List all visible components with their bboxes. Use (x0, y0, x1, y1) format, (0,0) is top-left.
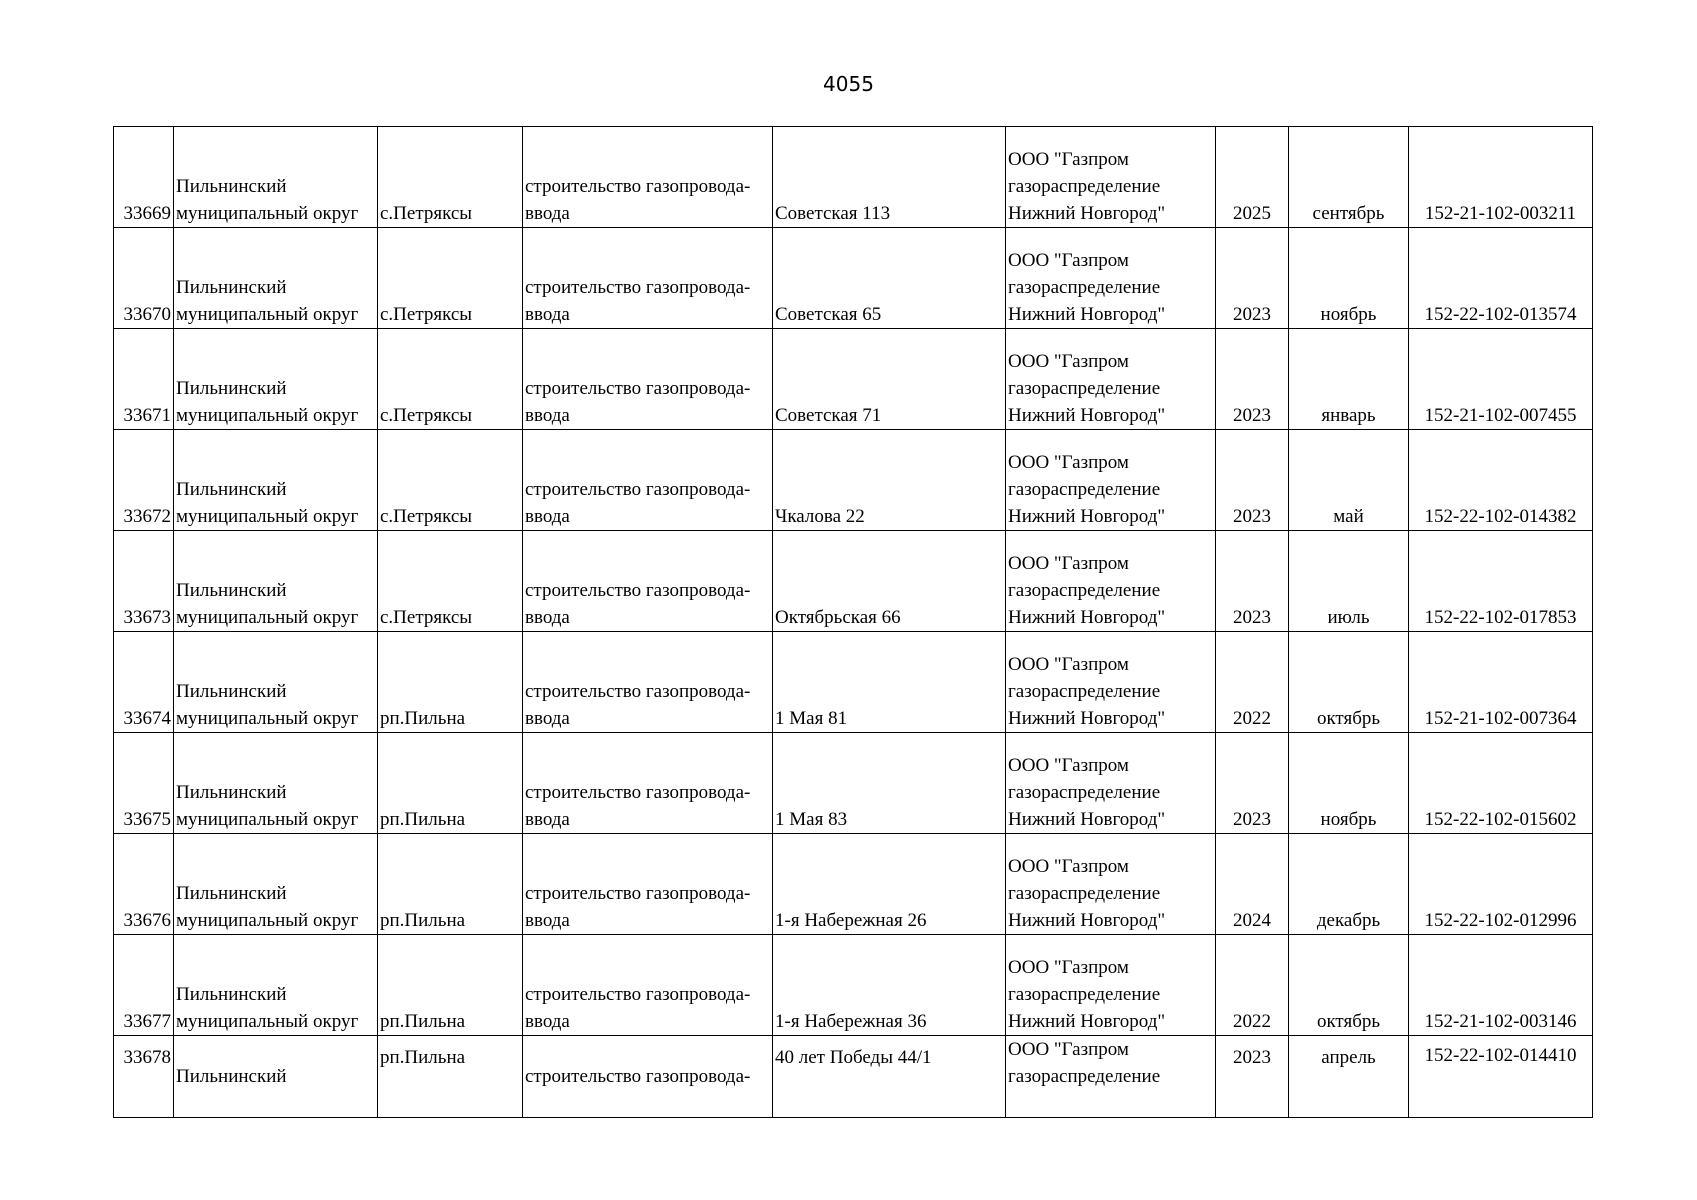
work-line-2: ввода (525, 405, 570, 426)
month-cell: ноябрь (1289, 733, 1409, 834)
org-line-1: ООО "Газпром (1008, 351, 1129, 372)
registry-table (113, 126, 1593, 1118)
year-cell: 2023 (1216, 1036, 1289, 1118)
district-line-1: Пильнинский (176, 176, 287, 197)
street-cell: Советская 65 (773, 228, 1006, 329)
month-cell: июль (1289, 531, 1409, 632)
org-line-2: газораспределение (1008, 1066, 1161, 1087)
code-cell: 152-22-102-015602 (1409, 733, 1593, 834)
org-line-3: Нижний Новгород" (1008, 203, 1166, 224)
org-cell (1006, 228, 1216, 329)
village-cell: с.Петряксы (378, 531, 523, 632)
work-cell (523, 935, 773, 1036)
district-cell (174, 632, 378, 733)
village-cell: с.Петряксы (378, 430, 523, 531)
district-cell (174, 1036, 378, 1118)
district-line-1: Пильнинский (176, 984, 287, 1005)
district-cell (174, 430, 378, 531)
row-number: 33670 (114, 228, 174, 329)
month-cell: сентябрь (1289, 127, 1409, 228)
work-line: строительство газопровода- (525, 1066, 751, 1087)
village-cell: с.Петряксы (378, 228, 523, 329)
org-line-2: газораспределение (1008, 883, 1161, 904)
work-line-2: ввода (525, 809, 570, 830)
org-line-1: ООО "Газпром (1008, 755, 1129, 776)
work-line-2: ввода (525, 506, 570, 527)
code-cell: 152-21-102-003146 (1409, 935, 1593, 1036)
district-cell (174, 228, 378, 329)
district-line-2: муниципальный округ (176, 304, 359, 325)
work-cell (523, 1036, 773, 1118)
street-cell: Советская 113 (773, 127, 1006, 228)
district-cell (174, 127, 378, 228)
table-body (114, 127, 1593, 1118)
org-line-2: газораспределение (1008, 782, 1161, 803)
org-line-3: Нижний Новгород" (1008, 910, 1166, 931)
district-line-1: Пильнинский (176, 883, 287, 904)
table-row (114, 127, 1593, 228)
village-cell: рп.Пильна (378, 733, 523, 834)
street-cell: Советская 71 (773, 329, 1006, 430)
village-cell: рп.Пильна (378, 834, 523, 935)
work-line-2: ввода (525, 708, 570, 729)
org-line-1: ООО "Газпром (1008, 957, 1129, 978)
district-line: Пильнинский (176, 1066, 287, 1087)
street-cell: 1-я Набережная 26 (773, 834, 1006, 935)
table-row (114, 329, 1593, 430)
month-cell: октябрь (1289, 632, 1409, 733)
street-cell: Чкалова 22 (773, 430, 1006, 531)
district-line-1: Пильнинский (176, 479, 287, 500)
district-line-2: муниципальный округ (176, 405, 359, 426)
code-cell: 152-22-102-017853 (1409, 531, 1593, 632)
code-cell: 152-21-102-007364 (1409, 632, 1593, 733)
code-cell: 152-22-102-012996 (1409, 834, 1593, 935)
district-line-1: Пильнинский (176, 782, 287, 803)
row-number: 33673 (114, 531, 174, 632)
work-line-1: строительство газопровода- (525, 681, 751, 702)
org-cell (1006, 632, 1216, 733)
street-cell: Октябрьская 66 (773, 531, 1006, 632)
org-line-2: газораспределение (1008, 479, 1161, 500)
work-cell (523, 127, 773, 228)
org-line-3: Нижний Новгород" (1008, 304, 1166, 325)
work-line-1: строительство газопровода- (525, 984, 751, 1005)
district-cell (174, 329, 378, 430)
month-cell: январь (1289, 329, 1409, 430)
table-row (114, 531, 1593, 632)
org-line-1: ООО "Газпром (1008, 1039, 1129, 1060)
row-number: 33671 (114, 329, 174, 430)
org-line-2: газораспределение (1008, 984, 1161, 1005)
district-line-1: Пильнинский (176, 277, 287, 298)
org-line-3: Нижний Новгород" (1008, 607, 1166, 628)
work-cell (523, 834, 773, 935)
work-cell (523, 733, 773, 834)
year-cell: 2025 (1216, 127, 1289, 228)
org-line-3: Нижний Новгород" (1008, 809, 1166, 830)
row-number: 33678 (114, 1036, 174, 1118)
district-cell (174, 531, 378, 632)
district-cell (174, 834, 378, 935)
district-cell (174, 935, 378, 1036)
work-cell (523, 228, 773, 329)
org-cell (1006, 834, 1216, 935)
year-cell: 2023 (1216, 228, 1289, 329)
row-number: 33672 (114, 430, 174, 531)
row-number: 33676 (114, 834, 174, 935)
table-row (114, 632, 1593, 733)
row-number: 33669 (114, 127, 174, 228)
village-cell: рп.Пильна (378, 632, 523, 733)
org-line-1: ООО "Газпром (1008, 452, 1129, 473)
work-line-2: ввода (525, 304, 570, 325)
work-line-2: ввода (525, 1011, 570, 1032)
year-cell: 2023 (1216, 531, 1289, 632)
month-cell: май (1289, 430, 1409, 531)
code-cell: 152-21-102-003211 (1409, 127, 1593, 228)
org-line-2: газораспределение (1008, 176, 1161, 197)
district-cell (174, 733, 378, 834)
street-cell: 1 Мая 83 (773, 733, 1006, 834)
work-line-1: строительство газопровода- (525, 883, 751, 904)
work-cell (523, 531, 773, 632)
month-cell: октябрь (1289, 935, 1409, 1036)
code-cell: 152-22-102-013574 (1409, 228, 1593, 329)
org-line-2: газораспределение (1008, 580, 1161, 601)
month-cell: ноябрь (1289, 228, 1409, 329)
work-cell (523, 632, 773, 733)
work-line-1: строительство газопровода- (525, 782, 751, 803)
district-line-2: муниципальный округ (176, 506, 359, 527)
org-line-1: ООО "Газпром (1008, 149, 1129, 170)
village-cell: рп.Пильна (378, 1036, 523, 1118)
page-number: 4055 (823, 72, 874, 96)
org-cell (1006, 430, 1216, 531)
table-row (114, 228, 1593, 329)
row-number: 33674 (114, 632, 174, 733)
work-line-1: строительство газопровода- (525, 580, 751, 601)
code-cell: 152-22-102-014382 (1409, 430, 1593, 531)
street-cell: 40 лет Победы 44/1 (773, 1036, 1006, 1118)
work-line-2: ввода (525, 607, 570, 628)
district-line-1: Пильнинский (176, 580, 287, 601)
org-cell (1006, 127, 1216, 228)
district-line-1: Пильнинский (176, 378, 287, 399)
work-line-1: строительство газопровода- (525, 479, 751, 500)
village-cell: рп.Пильна (378, 935, 523, 1036)
table-row (114, 430, 1593, 531)
code-cell: 152-22-102-014410 (1409, 1036, 1593, 1118)
street-cell: 1 Мая 81 (773, 632, 1006, 733)
work-line-1: строительство газопровода- (525, 378, 751, 399)
village-cell: с.Петряксы (378, 127, 523, 228)
org-line-1: ООО "Газпром (1008, 250, 1129, 271)
year-cell: 2023 (1216, 329, 1289, 430)
table-row (114, 834, 1593, 935)
row-number: 33675 (114, 733, 174, 834)
org-cell (1006, 733, 1216, 834)
month-cell: апрель (1289, 1036, 1409, 1118)
org-line-1: ООО "Газпром (1008, 856, 1129, 877)
district-line-2: муниципальный округ (176, 708, 359, 729)
month-cell: декабрь (1289, 834, 1409, 935)
org-cell (1006, 531, 1216, 632)
table-row (114, 935, 1593, 1036)
org-line-3: Нижний Новгород" (1008, 708, 1166, 729)
work-cell (523, 430, 773, 531)
year-cell: 2022 (1216, 632, 1289, 733)
org-cell (1006, 935, 1216, 1036)
district-line-2: муниципальный округ (176, 607, 359, 628)
street-cell: 1-я Набережная 36 (773, 935, 1006, 1036)
district-line-2: муниципальный округ (176, 203, 359, 224)
district-line-2: муниципальный округ (176, 809, 359, 830)
district-line-2: муниципальный округ (176, 1011, 359, 1032)
org-line-3: Нижний Новгород" (1008, 405, 1166, 426)
org-line-3: Нижний Новгород" (1008, 1011, 1166, 1032)
year-cell: 2023 (1216, 430, 1289, 531)
work-line-2: ввода (525, 910, 570, 931)
row-number: 33677 (114, 935, 174, 1036)
district-line-1: Пильнинский (176, 681, 287, 702)
table-row (114, 733, 1593, 834)
work-line-2: ввода (525, 203, 570, 224)
work-cell (523, 329, 773, 430)
work-line-1: строительство газопровода- (525, 277, 751, 298)
village-cell: с.Петряксы (378, 329, 523, 430)
org-line-3: Нижний Новгород" (1008, 506, 1166, 527)
org-line-1: ООО "Газпром (1008, 654, 1129, 675)
code-cell: 152-21-102-007455 (1409, 329, 1593, 430)
year-cell: 2023 (1216, 733, 1289, 834)
org-cell (1006, 1036, 1216, 1118)
year-cell: 2024 (1216, 834, 1289, 935)
table-row-last (114, 1036, 1593, 1118)
org-line-2: газораспределение (1008, 681, 1161, 702)
org-line-1: ООО "Газпром (1008, 553, 1129, 574)
org-line-2: газораспределение (1008, 378, 1161, 399)
org-line-2: газораспределение (1008, 277, 1161, 298)
district-line-2: муниципальный округ (176, 910, 359, 931)
org-cell (1006, 329, 1216, 430)
year-cell: 2022 (1216, 935, 1289, 1036)
work-line-1: строительство газопровода- (525, 176, 751, 197)
